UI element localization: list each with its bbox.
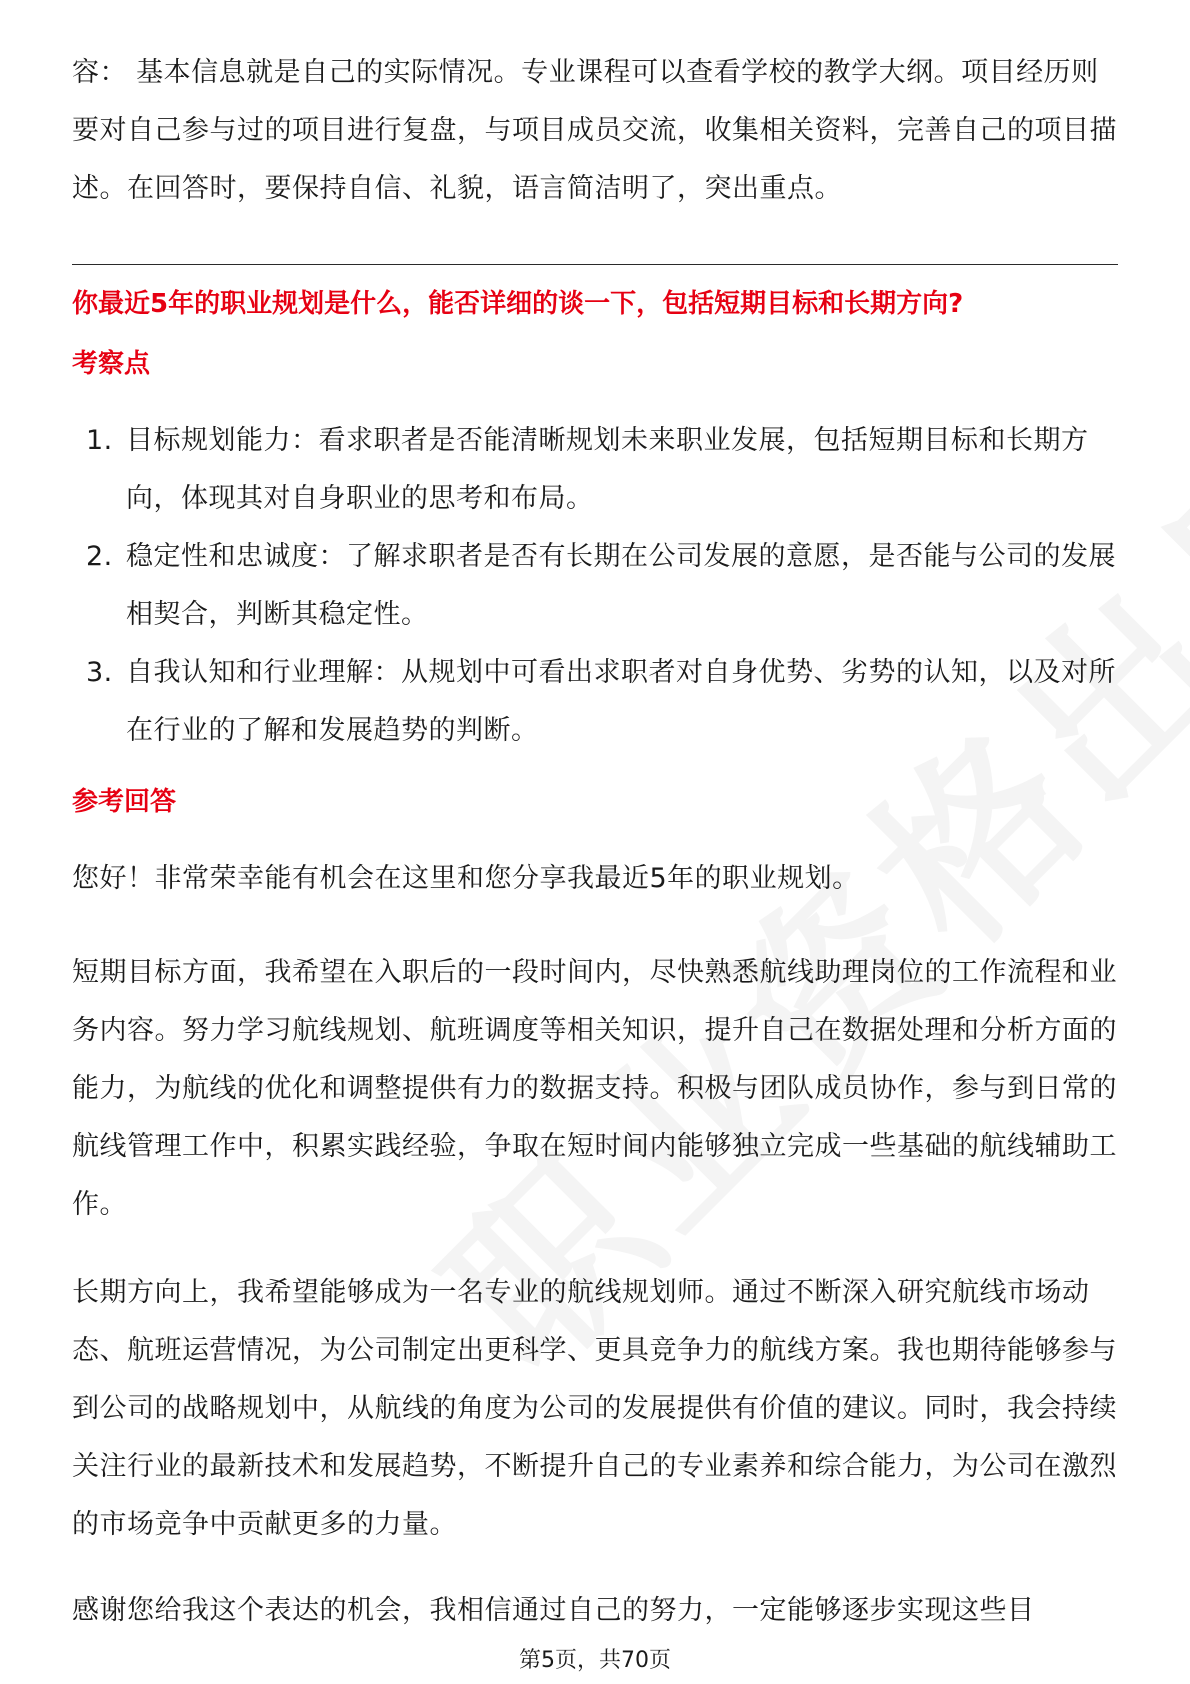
list-item-text: 自我认知和行业理解：从规划中可看出求职者对自身优势、劣势的认知，以及对所在行业的了解和发展趋势的判断。 <box>126 657 1116 746</box>
considerations-list <box>72 412 1118 760</box>
list-item <box>72 644 1118 760</box>
reference-answer-heading: 参考回答 <box>72 787 177 817</box>
answer-thanks-paragraph: 感谢您给我这个表达的机会，我相信通过自己的努力，一定能够逐步实现这些目 <box>72 1595 1035 1626</box>
list-item-number: 2. <box>86 541 113 572</box>
list-item-number: 1. <box>86 425 113 456</box>
list-item-text: 目标规划能力：看求职者是否能清晰规划未来职业发展，包括短期目标和长期方向，体现其对自身职业的思考和布局。 <box>126 425 1089 514</box>
interview-question: 你最近5年的职业规划是什么，能否详细的谈一下，包括短期目标和长期方向? <box>72 289 964 319</box>
answer-greeting-paragraph: 您好！非常荣幸能有机会在这里和您分享我最近5年的职业规划。 <box>72 863 860 894</box>
section-divider <box>72 264 1118 265</box>
list-item <box>72 528 1118 644</box>
list-item-number: 3. <box>86 657 113 688</box>
list-item <box>72 412 1118 528</box>
answer-short-term-paragraph: 短期目标方面，我希望在入职后的一段时间内，尽快熟悉航线助理岗位的工作流程和业务内容。努力学习航线规划、航班调度等相关知识，提升自己在数据处理和分析方面的能力，为航线的优化和调整提供有力的数据支持。积极与团队成员协作，参与到日常的航线管理工作中，积累实践经验，争取在短时间内能够独立完成一些基础的航线辅助工作。 <box>72 957 1117 1220</box>
page-number-footer: 第5页，共70页 <box>519 1648 671 1673</box>
considerations-heading: 考察点 <box>72 349 151 379</box>
list-item-text: 稳定性和忠诚度：了解求职者是否有长期在公司发展的意愿，是否能与公司的发展相契合，判断其稳定性。 <box>126 541 1116 630</box>
intro-paragraph: 容： 基本信息就是自己的实际情况。专业课程可以查看学校的教学大纲。项目经历则要对自己参与过的项目进行复盘，与项目成员交流，收集相关资料，完善自己的项目描述。在回答时，要保持自信、礼貌，语言简洁明了，突出重点。 <box>72 57 1117 204</box>
answer-long-term-paragraph: 长期方向上，我希望能够成为一名专业的航线规划师。通过不断深入研究航线市场动态、航班运营情况，为公司制定出更科学、更具竞争力的航线方案。我也期待能够参与到公司的战略规划中，从航线的角度为公司的发展提供有价值的建议。同时，我会持续关注行业的最新技术和发展趋势，不断提升自己的专业素养和综合能力，为公司在激烈的市场竞争中贡献更多的力量。 <box>72 1277 1117 1540</box>
